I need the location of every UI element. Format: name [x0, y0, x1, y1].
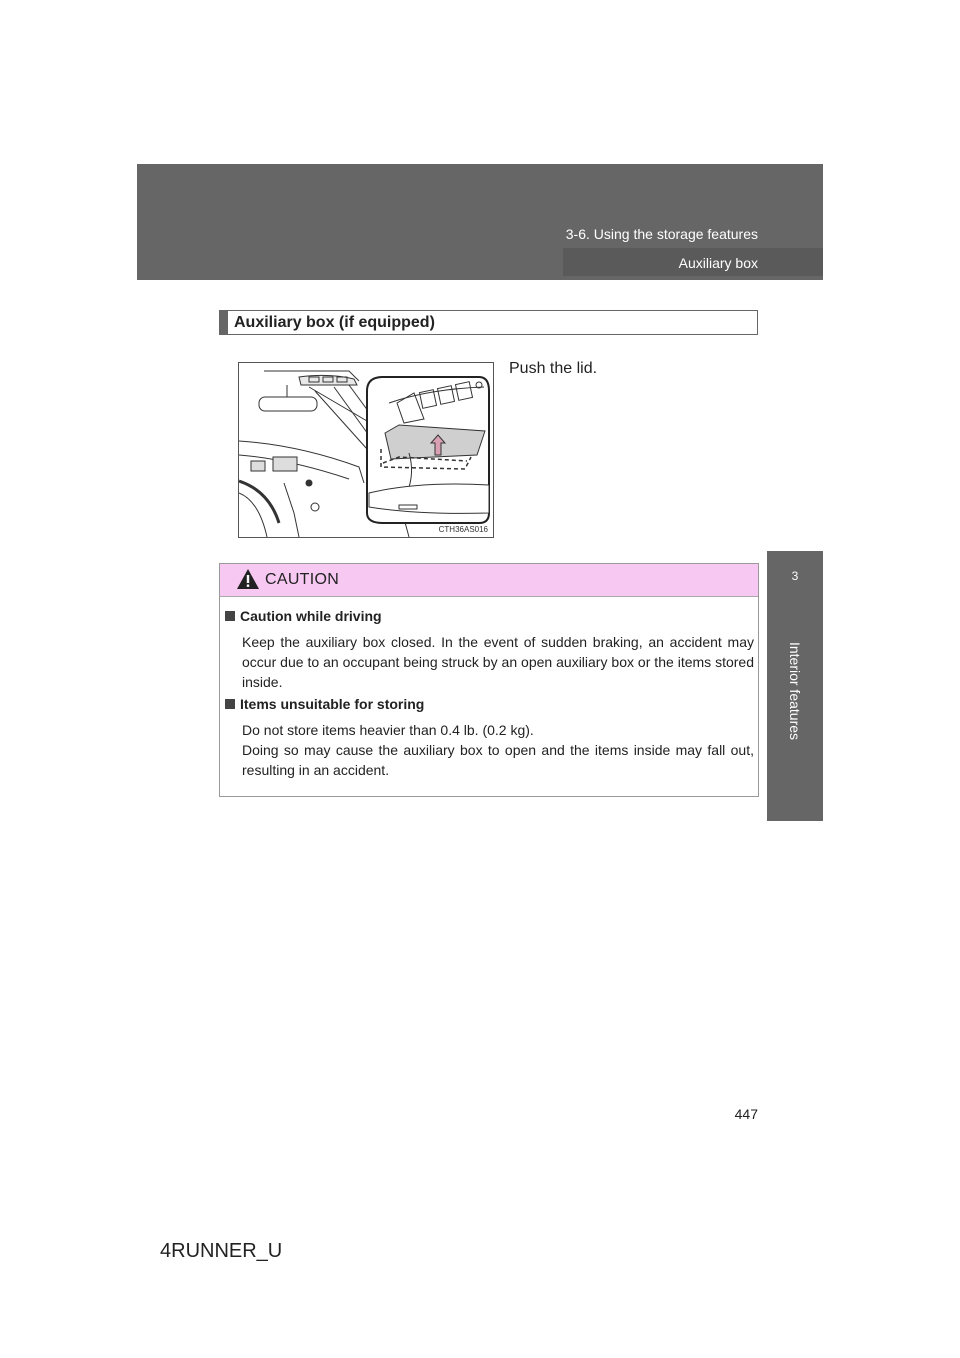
page-header	[137, 164, 823, 280]
section-marker	[220, 311, 228, 334]
caution-item-body: Doing so may cause the auxiliary box to open and the items inside may fall out, resulting in an accident.	[242, 742, 754, 778]
bullet-square-icon	[225, 611, 235, 621]
caution-item-body: Do not store items heavier than 0.4 lb. (0.2 kg).	[242, 722, 534, 738]
caution-label: CAUTION	[265, 571, 340, 588]
chapter-title: Interior features	[787, 641, 803, 741]
instruction-text: Push the lid.	[509, 360, 598, 377]
overhead-console-illustration	[239, 363, 493, 537]
header-subsection-title: Auxiliary box	[678, 255, 758, 271]
chapter-tab	[767, 551, 823, 821]
caution-item-body: Keep the auxiliary box closed. In the event of sudden braking, an accident may occur due to an occupant being struck by an open auxiliary box or the items stored inside.	[242, 634, 754, 690]
figure-code: CTH36AS016	[438, 525, 488, 534]
model-code: 4RUNNER_U	[160, 1240, 283, 1262]
illustration-auxiliary-box	[238, 362, 494, 538]
caution-item-heading: Caution while driving	[225, 608, 382, 624]
page-number: 447	[734, 1106, 758, 1122]
section-title: Auxiliary box (if equipped)	[234, 314, 435, 331]
caution-header	[220, 564, 758, 597]
header-subsection-bar	[563, 248, 823, 276]
section-title-bar	[219, 310, 758, 335]
bullet-square-icon	[225, 699, 235, 709]
warning-triangle-icon	[236, 568, 260, 590]
caution-box	[219, 563, 759, 797]
chapter-number: 3	[791, 569, 799, 583]
header-section-title: 3-6. Using the storage features	[565, 226, 758, 242]
caution-item-heading: Items unsuitable for storing	[225, 696, 424, 712]
